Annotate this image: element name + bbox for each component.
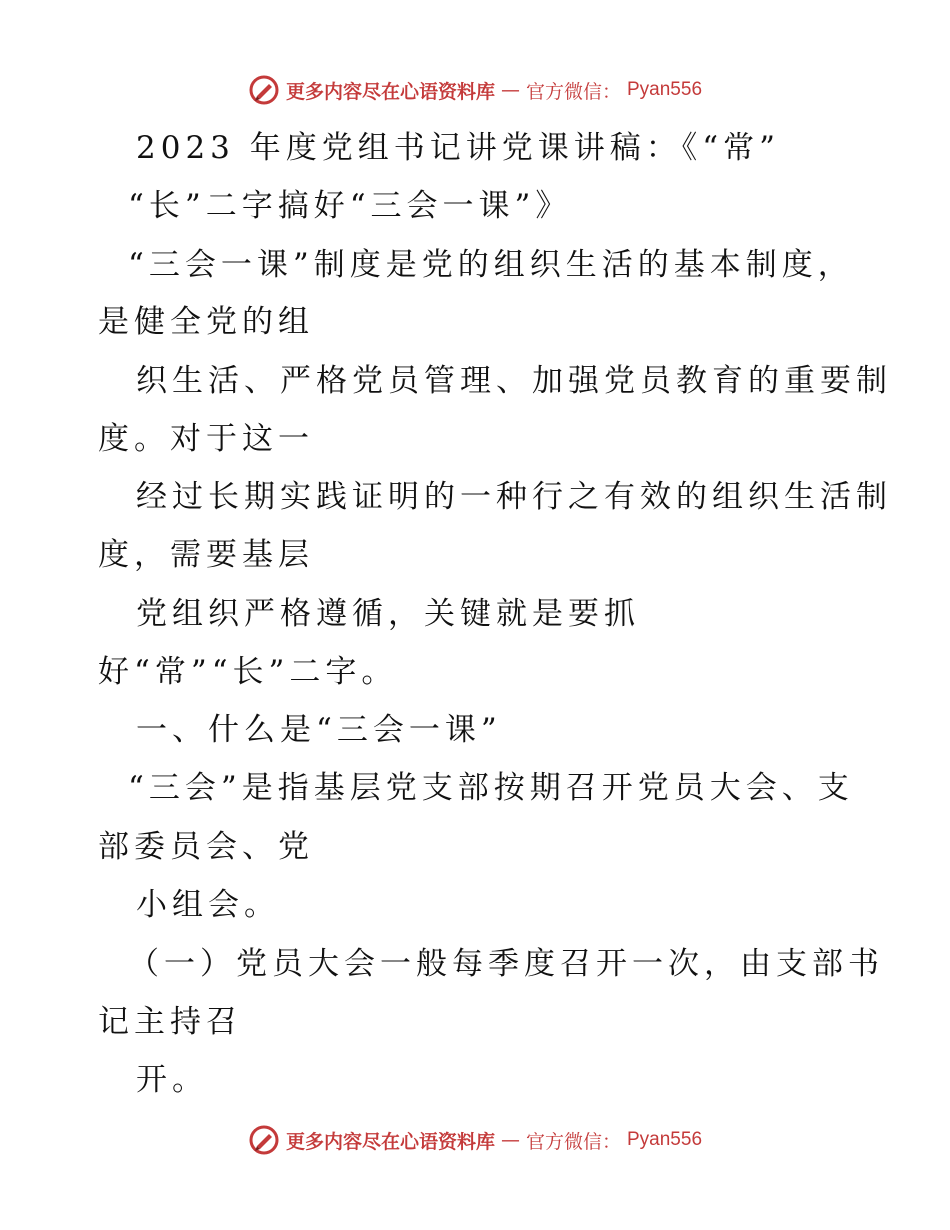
body-line: 部委员会、党 [98, 829, 314, 865]
body-line: “三会”是指基层党支部按期召开党员大会、支 [128, 770, 854, 806]
footer-wechat-label: 官方微信： [525, 1130, 621, 1153]
body-line: 开。 [136, 1062, 208, 1098]
body-line: 经过长期实践证明的一种行之有效的组织生活制 [136, 479, 892, 515]
body-line: 小组会。 [136, 887, 280, 923]
body-line: 织生活、严格党员管理、加强党员教育的重要制 [136, 363, 892, 399]
footer-banner [0, 1120, 950, 1160]
header-wechat-id: Pyan556 [627, 79, 703, 100]
pen-logo-icon [248, 1124, 280, 1156]
body-line: “三会一课”制度是党的组织生活的基本制度， [128, 247, 854, 283]
pen-logo-icon [248, 74, 280, 106]
footer-wechat-id: Pyan556 [627, 1129, 703, 1150]
body-line: 好“常”“长”二字。 [98, 654, 398, 690]
header-wechat-label: 官方微信： [525, 80, 621, 103]
header-banner [0, 70, 950, 110]
body-line: 党组织严格遵循，关键就是要抓 [136, 596, 640, 632]
title-line-2: “长”二字搞好“三会一课”》 [128, 188, 572, 224]
footer-banner-dash: — [500, 1129, 520, 1151]
body-line: 是健全党的组 [98, 304, 314, 340]
body-line: 度，需要基层 [98, 537, 314, 573]
footer-banner-text: 更多内容尽在心语资料库 [285, 1130, 495, 1153]
body-line: 记主持召 [98, 1004, 242, 1040]
section-heading: 一、什么是“三会一课” [136, 712, 502, 748]
body-line: 度。对于这一 [98, 421, 314, 457]
title-line-1: 2023 年度党组书记讲党课讲稿：《“常” [136, 130, 780, 166]
header-banner-text: 更多内容尽在心语资料库 [285, 80, 495, 103]
body-line: （一）党员大会一般每季度召开一次，由支部书 [128, 946, 884, 982]
header-banner-dash: — [500, 79, 520, 101]
